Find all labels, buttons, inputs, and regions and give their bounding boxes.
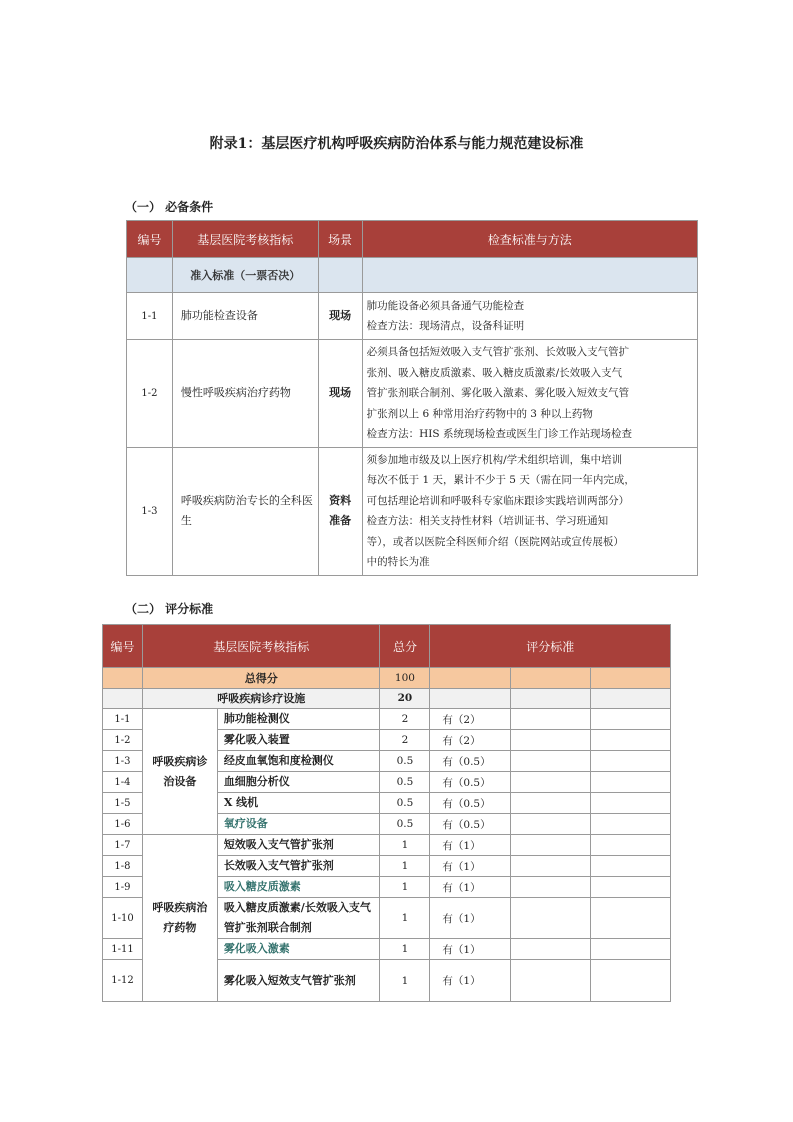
item-name: 长效吸入支气管扩张剂 bbox=[217, 856, 380, 877]
item-criteria: 有（0.5） bbox=[430, 814, 511, 835]
item-name: 血细胞分析仪 bbox=[217, 772, 380, 793]
table-row bbox=[127, 340, 698, 448]
item-number: 1-12 bbox=[103, 960, 143, 1002]
item-score: 1 bbox=[380, 856, 430, 877]
category-row bbox=[103, 688, 671, 709]
category-score: 20 bbox=[380, 688, 430, 709]
item-number: 1-4 bbox=[103, 772, 143, 793]
item-number: 1-2 bbox=[103, 730, 143, 751]
category-label: 呼吸疾病诊疗设施 bbox=[142, 688, 380, 709]
header-number: 编号 bbox=[127, 221, 173, 258]
item-name: 雾化吸入短效支气管扩张剂 bbox=[217, 960, 380, 1002]
item-number: 1-11 bbox=[103, 939, 143, 960]
item-number: 1-7 bbox=[103, 835, 143, 856]
admission-standard-label: 准入标准（一票否决） bbox=[172, 258, 318, 293]
row-method: 肺功能设备必须具备通气功能检查 检查方法：现场清点，设备科证明 bbox=[362, 293, 697, 340]
section-heading-scoring: （二） 评分标准 bbox=[125, 602, 214, 616]
row-number: 1-1 bbox=[127, 293, 173, 340]
item-name: 肺功能检测仪 bbox=[217, 709, 380, 730]
item-name: 吸入糖皮质激素 bbox=[217, 877, 380, 898]
table-row bbox=[103, 835, 671, 856]
item-score: 1 bbox=[380, 835, 430, 856]
item-criteria: 有（0.5） bbox=[430, 793, 511, 814]
header-method: 检查标准与方法 bbox=[362, 221, 697, 258]
total-score-value: 100 bbox=[380, 668, 430, 689]
header-scene: 场景 bbox=[318, 221, 362, 258]
item-name: 经皮血氧饱和度检测仪 bbox=[217, 751, 380, 772]
item-criteria: 有（0.5） bbox=[430, 751, 511, 772]
item-name: 吸入糖皮质激素/长效吸入支气管扩张剂联合制剂 bbox=[217, 898, 380, 939]
item-number: 1-1 bbox=[103, 709, 143, 730]
total-score-label: 总得分 bbox=[142, 668, 380, 689]
header-score: 总分 bbox=[380, 625, 430, 668]
total-score-row bbox=[103, 668, 671, 689]
item-score: 0.5 bbox=[380, 772, 430, 793]
row-method: 须参加地市级及以上医疗机构/学术组织培训，集中培训 每次不低于 1 天，累计不少于 5 天（需在同一年内完成， 可包括理论培训和呼吸科专家临床跟诊实践培训两部分） 检查方法：相关支持性材料（培训证书、学习班通知 等），或者以医院全科医师介绍（医院网站或宣传展板） 中的特长为准 bbox=[362, 447, 697, 575]
row-scene: 现场 bbox=[318, 293, 362, 340]
table-row bbox=[127, 293, 698, 340]
item-criteria: 有（1） bbox=[430, 835, 511, 856]
item-number: 1-3 bbox=[103, 751, 143, 772]
table-header-row bbox=[103, 625, 671, 668]
header-number: 编号 bbox=[103, 625, 143, 668]
item-score: 2 bbox=[380, 709, 430, 730]
header-indicator: 基层医院考核指标 bbox=[172, 221, 318, 258]
table-header-row bbox=[127, 221, 698, 258]
table-row bbox=[127, 447, 698, 575]
item-score: 0.5 bbox=[380, 751, 430, 772]
item-score: 0.5 bbox=[380, 814, 430, 835]
row-scene: 资料准备 bbox=[318, 447, 362, 575]
item-score: 1 bbox=[380, 939, 430, 960]
item-criteria: 有（1） bbox=[430, 939, 511, 960]
item-number: 1-5 bbox=[103, 793, 143, 814]
item-name: 雾化吸入激素 bbox=[217, 939, 380, 960]
item-score: 1 bbox=[380, 898, 430, 939]
row-indicator: 呼吸疾病防治专长的全科医生 bbox=[172, 447, 318, 575]
item-number: 1-9 bbox=[103, 877, 143, 898]
header-indicator: 基层医院考核指标 bbox=[142, 625, 380, 668]
row-scene: 现场 bbox=[318, 340, 362, 448]
item-number: 1-10 bbox=[103, 898, 143, 939]
row-number: 1-3 bbox=[127, 447, 173, 575]
item-name: 雾化吸入装置 bbox=[217, 730, 380, 751]
item-criteria: 有（1） bbox=[430, 877, 511, 898]
item-name: X 线机 bbox=[217, 793, 380, 814]
item-score: 2 bbox=[380, 730, 430, 751]
required-conditions-table bbox=[126, 220, 698, 576]
row-indicator: 慢性呼吸疾病治疗药物 bbox=[172, 340, 318, 448]
item-number: 1-8 bbox=[103, 856, 143, 877]
header-criteria: 评分标准 bbox=[430, 625, 671, 668]
item-criteria: 有（0.5） bbox=[430, 772, 511, 793]
row-number: 1-2 bbox=[127, 340, 173, 448]
page-title: 附录1：基层医疗机构呼吸疾病防治体系与能力规范建设标准 bbox=[209, 136, 584, 152]
group-label-equipment: 呼吸疾病诊治设备 bbox=[142, 709, 217, 835]
item-name: 短效吸入支气管扩张剂 bbox=[217, 835, 380, 856]
item-criteria: 有（2） bbox=[430, 730, 511, 751]
section-heading-required: （一） 必备条件 bbox=[125, 200, 214, 214]
table-subheader-row bbox=[127, 258, 698, 293]
item-score: 1 bbox=[380, 960, 430, 1002]
group-label-drugs: 呼吸疾病治疗药物 bbox=[142, 835, 217, 1002]
item-criteria: 有（1） bbox=[430, 898, 511, 939]
scoring-standard-table bbox=[102, 624, 671, 1002]
item-score: 1 bbox=[380, 877, 430, 898]
item-criteria: 有（1） bbox=[430, 856, 511, 877]
item-name: 氧疗设备 bbox=[217, 814, 380, 835]
table-row bbox=[103, 709, 671, 730]
item-score: 0.5 bbox=[380, 793, 430, 814]
item-criteria: 有（2） bbox=[430, 709, 511, 730]
row-method: 必须具备包括短效吸入支气管扩张剂、长效吸入支气管扩 张剂、吸入糖皮质激素、吸入糖皮质激素/长效吸入支气 管扩张剂联合制剂、雾化吸入激素、雾化吸入短效支气管 扩张剂以上 6 种常用治疗药物中的 3 种以上药物 检查方法：HIS 系统现场检查或医生门诊工作站现场检查 bbox=[362, 340, 697, 448]
row-indicator: 肺功能检查设备 bbox=[172, 293, 318, 340]
item-criteria: 有（1） bbox=[430, 960, 511, 1002]
item-number: 1-6 bbox=[103, 814, 143, 835]
